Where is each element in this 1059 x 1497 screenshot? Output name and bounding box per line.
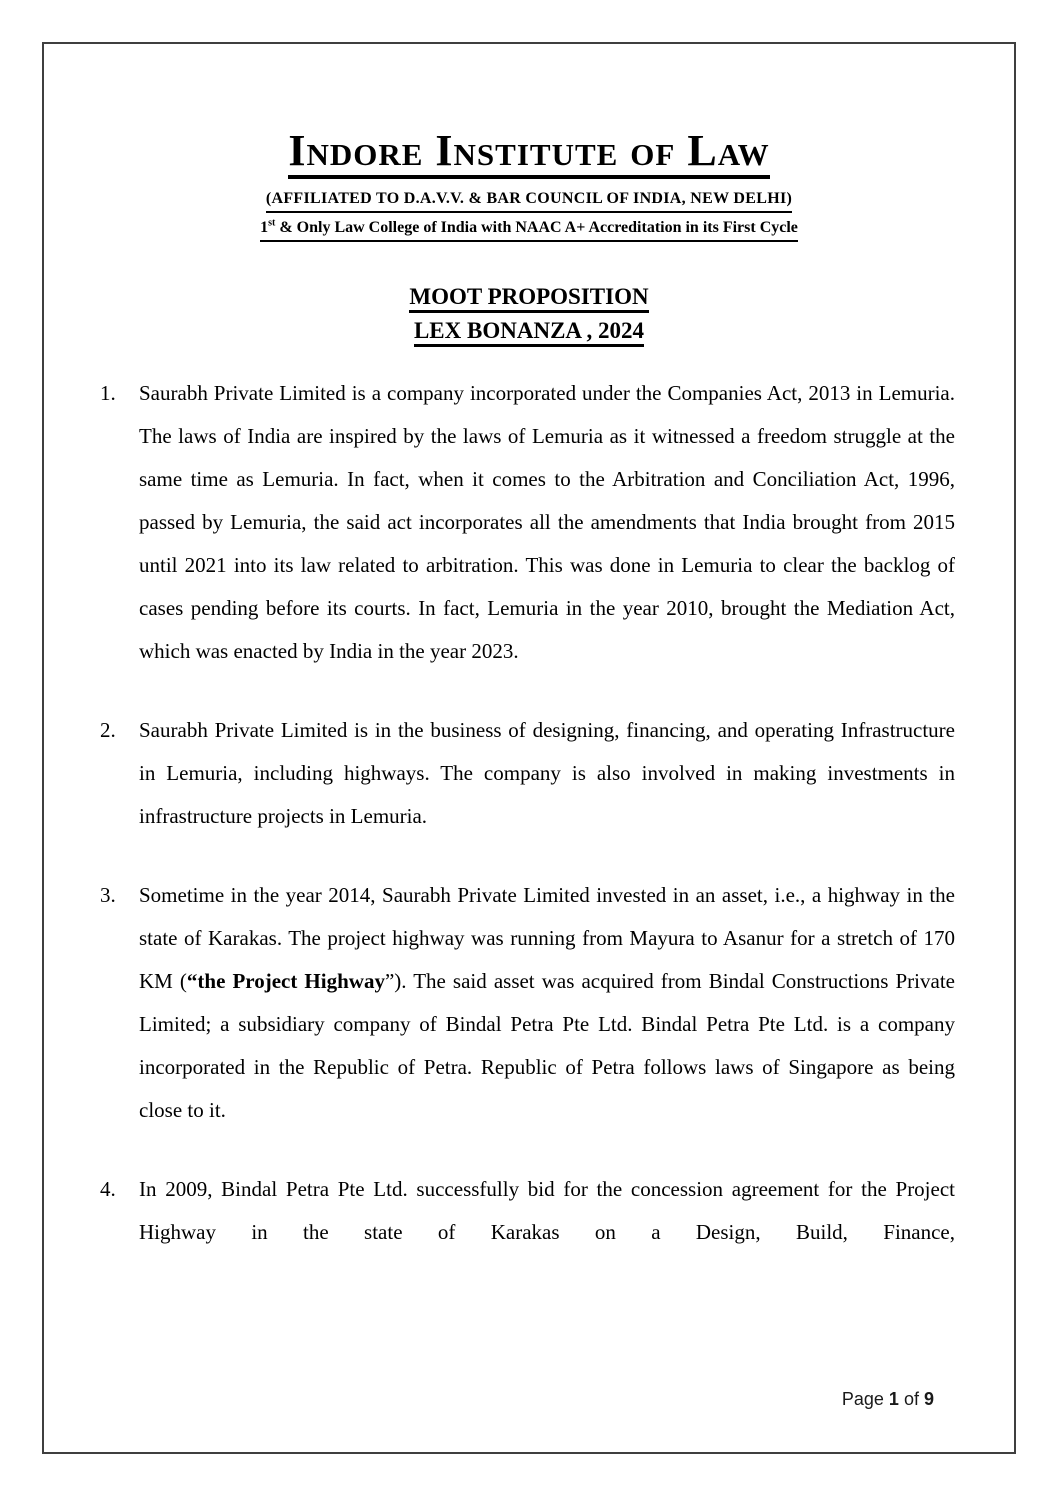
paragraph-list	[100, 372, 955, 1254]
paragraph-number: 1.	[100, 381, 116, 406]
tagline-line	[44, 217, 1014, 242]
paragraph-number: 2.	[100, 718, 116, 743]
paragraph-item	[100, 709, 955, 838]
page-of-label: of	[903, 1389, 919, 1409]
paragraph-text	[139, 372, 955, 673]
document-header	[44, 128, 1014, 242]
bold-run: “the Project Highway	[186, 969, 385, 994]
page-number: 1	[888, 1389, 899, 1409]
text-run: Sometime in the year 2014, Saurabh Private Limited invested in an asset, i.e., a highway in the state of Karakas. The project highway was running from Mayura to Asanur for a stretch of 170 KM (	[139, 883, 955, 994]
paragraph-item	[100, 874, 955, 1132]
affiliation-line	[44, 188, 1014, 213]
page-total: 9	[923, 1389, 934, 1409]
paragraph-text	[139, 874, 955, 1132]
moot-proposition-heading: MOOT PROPOSITION	[44, 280, 1014, 314]
affiliation-text: (AFFILIATED TO D.A.V.V. & BAR COUNCIL OF INDIA, NEW DELHI)	[266, 188, 792, 213]
tagline-rest: & Only Law College of India with NAAC A+ Accreditation in its First Cycle	[275, 219, 798, 237]
paragraph-number: 4.	[100, 1177, 116, 1202]
paragraph-text	[139, 1168, 955, 1254]
tagline-text	[260, 217, 798, 242]
tagline-superscript: st	[268, 217, 276, 229]
event-name-heading: LEX BONANZA , 2024	[44, 314, 1014, 348]
institute-title-text: Indore Institute of Law	[288, 128, 769, 179]
page-number-label	[842, 1389, 934, 1409]
paragraph-item	[100, 372, 955, 673]
paragraph-item	[100, 1168, 955, 1254]
page-footer	[842, 1389, 934, 1410]
page-prefix: Page	[841, 1389, 884, 1409]
paragraph-text	[139, 709, 955, 838]
institute-title	[44, 128, 1014, 179]
tagline-number: 1	[260, 219, 269, 237]
text-run: ”). The said asset was acquired from Bindal Constructions Private Limited; a subsidiary company of Bindal Petra Pte Ltd. Bindal Petra Pte Ltd. is a company incorporated in the Republic of Petra. Republic of Petra follows laws of Singapore as being close to it.	[139, 969, 955, 1123]
document-page	[42, 42, 1016, 1454]
text-run: Saurabh Private Limited is a company incorporated under the Companies Act, 2013 in Lemuria. The laws of India are inspired by the laws of Lemuria as it witnessed a freedom struggle at the same time as Lemuria. In fact, when it comes to the Arbitration and Conciliation Act, 1996, passed by Lemuria, the said act incorporates all the amendments that India brought from 2015 until 2021 into its law related to arbitration. This was done in Lemuria to clear the backlog of cases pending before its courts. In fact, Lemuria in the year 2010, brought the Mediation Act, which was enacted by India in the year 2023.	[139, 381, 955, 664]
text-run: Saurabh Private Limited is in the business of designing, financing, and operating Infrastructure in Lemuria, including highways. The company is also involved in making investments in infrastructure projects in Lemuria.	[139, 718, 955, 829]
paragraph-number: 3.	[100, 883, 116, 908]
title-block	[44, 280, 1014, 348]
text-run: In 2009, Bindal Petra Pte Ltd. successfully bid for the concession agreement for the Project Highway in the state of Karakas on a Design, Build, Finance,	[139, 1177, 955, 1245]
